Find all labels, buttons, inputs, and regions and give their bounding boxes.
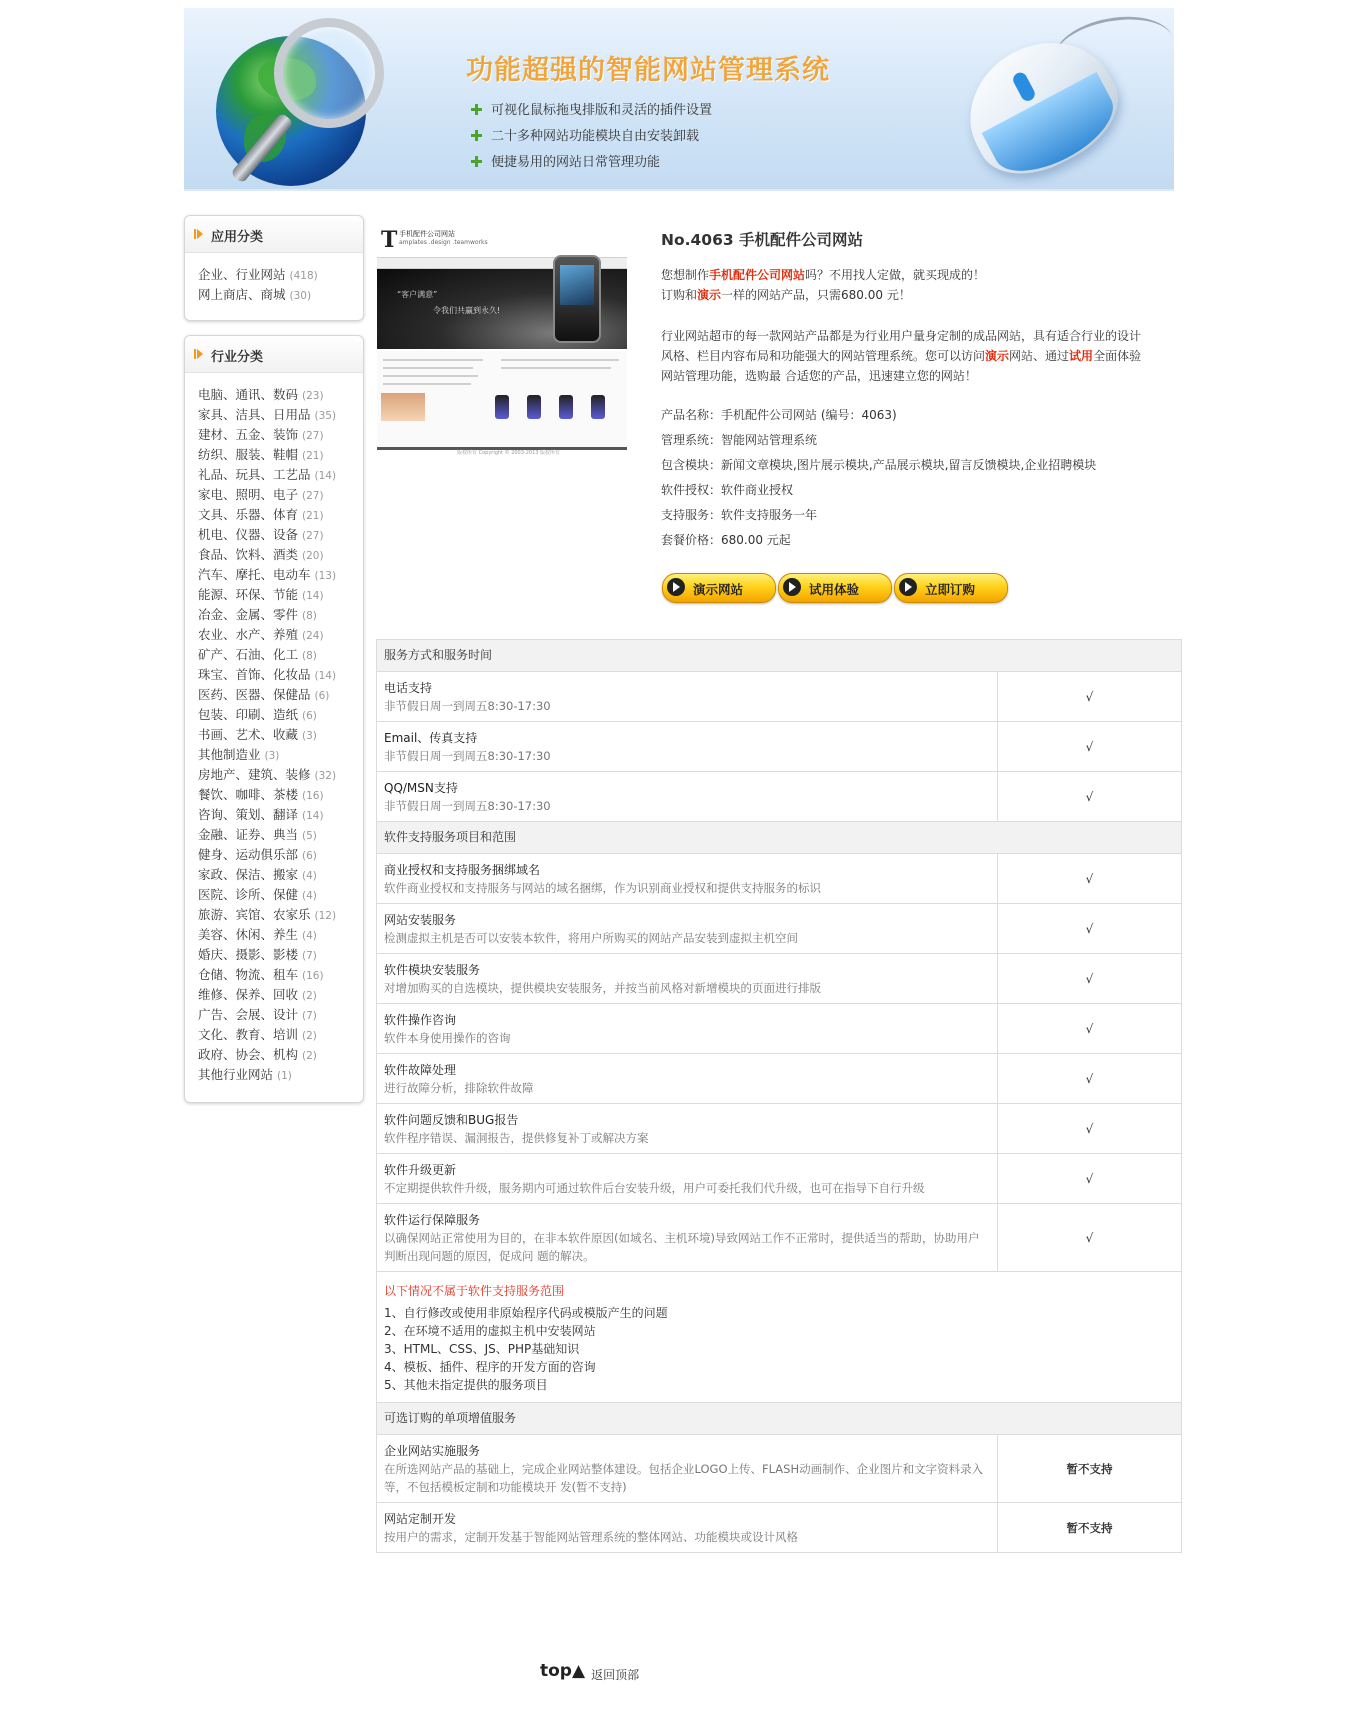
category-item[interactable] bbox=[198, 665, 363, 685]
thumb-hero bbox=[377, 269, 627, 349]
service-info bbox=[377, 1004, 998, 1053]
category-label[interactable]: 医药、医器、保健品 bbox=[198, 687, 311, 702]
category-item[interactable] bbox=[198, 1025, 363, 1045]
category-count: (8) bbox=[302, 650, 317, 662]
service-name: 软件运行保障服务 bbox=[384, 1213, 481, 1227]
category-count: (21) bbox=[302, 450, 324, 462]
info-support: 支持服务：软件支持服务一年 bbox=[661, 508, 818, 522]
service-row bbox=[377, 1204, 1181, 1272]
service-info bbox=[377, 904, 998, 953]
category-count: (32) bbox=[314, 770, 337, 782]
category-item[interactable] bbox=[198, 845, 363, 865]
category-item[interactable] bbox=[198, 885, 363, 905]
category-label[interactable]: 书画、艺术、收藏 bbox=[198, 727, 299, 742]
category-item[interactable] bbox=[198, 805, 363, 825]
category-count: (8) bbox=[302, 610, 317, 622]
service-description: 以确保网站正常使用为目的，在非本软件原因(如域名、主机环境)导致网站工作不正常时，提供适当的帮助，协助用户判断出现问题的原因，促成问 题的解决。 bbox=[384, 1231, 980, 1263]
service-status: √ bbox=[1085, 871, 1094, 886]
category-label[interactable]: 仓储、物流、租车 bbox=[198, 967, 299, 982]
service-row bbox=[377, 1104, 1181, 1154]
category-label[interactable]: 文化、教育、培训 bbox=[198, 1027, 299, 1042]
category-count: (27) bbox=[302, 490, 324, 502]
category-item[interactable] bbox=[198, 425, 363, 445]
service-name: QQ/MSN支持 bbox=[384, 781, 458, 795]
category-item[interactable] bbox=[198, 285, 363, 305]
category-label[interactable]: 网上商店、商城 bbox=[198, 287, 286, 302]
service-description: 软件程序错误、漏洞报告，提供修复补丁或解决方案 bbox=[384, 1131, 649, 1145]
service-status: √ bbox=[1085, 1071, 1094, 1086]
service-status: √ bbox=[1085, 1230, 1094, 1245]
category-label[interactable]: 礼品、玩具、工艺品 bbox=[198, 467, 311, 482]
service-name: 软件故障处理 bbox=[384, 1063, 457, 1077]
category-item[interactable] bbox=[198, 765, 363, 785]
category-count: (30) bbox=[289, 290, 312, 302]
banner-feature: 二十多种网站功能模块自由安装卸载 bbox=[471, 125, 699, 144]
category-item[interactable] bbox=[198, 685, 363, 705]
category-item[interactable] bbox=[198, 445, 363, 465]
category-item[interactable] bbox=[198, 725, 363, 745]
info-management-system: 管理系统：智能网站管理系统 bbox=[661, 433, 818, 447]
category-label[interactable]: 医院、诊所、保健 bbox=[198, 887, 299, 902]
category-label[interactable]: 健身、运动俱乐部 bbox=[198, 847, 299, 862]
category-item[interactable] bbox=[198, 585, 363, 605]
service-description: 非节假日周一到周五8:30-17:30 bbox=[384, 699, 551, 713]
arrow-icon bbox=[197, 349, 203, 359]
category-label[interactable]: 电脑、通讯、数码 bbox=[198, 387, 299, 402]
info-license: 软件授权：软件商业授权 bbox=[661, 483, 794, 497]
arrow-icon bbox=[197, 229, 203, 239]
service-status: √ bbox=[1085, 739, 1094, 754]
product-title: No.4063 手机配件公司网站 bbox=[661, 231, 864, 249]
thumb-photo bbox=[381, 393, 425, 421]
demo-site-button[interactable] bbox=[662, 573, 776, 603]
category-item[interactable] bbox=[198, 625, 363, 645]
phone-image bbox=[553, 255, 601, 343]
category-item[interactable] bbox=[198, 705, 363, 725]
back-to-top-text: 返回顶部 bbox=[591, 1668, 640, 1682]
demo-site-label: 演示网站 bbox=[693, 582, 744, 597]
section-header: 服务方式和服务时间 bbox=[377, 640, 1181, 672]
category-item[interactable] bbox=[198, 905, 363, 925]
category-label[interactable]: 政府、协会、机构 bbox=[198, 1047, 299, 1062]
trial-link[interactable]: 试用 bbox=[1069, 349, 1094, 363]
service-info bbox=[377, 1204, 998, 1271]
service-description: 检测虚拟主机是否可以安装本软件，将用户所购买的网站产品安装到虚拟主机空间 bbox=[384, 931, 798, 945]
order-now-button[interactable] bbox=[894, 573, 1008, 603]
category-count: (2) bbox=[302, 1050, 317, 1062]
category-item[interactable] bbox=[198, 465, 363, 485]
service-row bbox=[377, 722, 1181, 772]
category-item[interactable] bbox=[198, 985, 363, 1005]
category-item[interactable] bbox=[198, 485, 363, 505]
arrow-right-icon bbox=[899, 578, 917, 596]
category-count: (4) bbox=[302, 930, 317, 942]
category-item[interactable] bbox=[198, 1005, 363, 1025]
category-label[interactable]: 文具、乐器、体育 bbox=[198, 507, 299, 522]
category-label[interactable]: 汽车、摩托、电动车 bbox=[198, 567, 311, 582]
category-label[interactable]: 家政、保洁、搬家 bbox=[198, 867, 299, 882]
category-item[interactable] bbox=[198, 525, 363, 545]
exclusions-note bbox=[377, 1272, 1181, 1403]
service-info bbox=[377, 1154, 998, 1203]
top-label: top▲ bbox=[540, 1661, 586, 1681]
category-count: (35) bbox=[314, 410, 337, 422]
category-item[interactable] bbox=[198, 605, 363, 625]
info-product-name: 产品名称：手机配件公司网站 (编号：4063) bbox=[661, 408, 897, 422]
category-item[interactable] bbox=[198, 545, 363, 565]
info-price: 套餐价格：680.00 元起 bbox=[661, 533, 791, 547]
services-table bbox=[376, 639, 1182, 1553]
industry-category-header bbox=[185, 336, 363, 373]
category-item[interactable] bbox=[198, 785, 363, 805]
category-label[interactable]: 冶金、金属、零件 bbox=[198, 607, 299, 622]
category-item[interactable] bbox=[198, 385, 363, 405]
service-status: √ bbox=[1085, 1021, 1094, 1036]
category-item[interactable] bbox=[198, 945, 363, 965]
category-label[interactable]: 珠宝、首饰、化妆品 bbox=[198, 667, 311, 682]
service-row bbox=[377, 1435, 1181, 1503]
app-category-header bbox=[185, 216, 363, 253]
service-info bbox=[377, 1054, 998, 1103]
thumb-logo-title: 手机配件公司网站 bbox=[399, 230, 455, 238]
service-row bbox=[377, 772, 1181, 822]
service-info bbox=[377, 772, 998, 821]
banner-feature: 可视化鼠标拖曳排版和灵活的插件设置 bbox=[471, 99, 712, 118]
plus-icon bbox=[471, 156, 482, 167]
service-info bbox=[377, 854, 998, 903]
category-label[interactable]: 家电、照明、电子 bbox=[198, 487, 299, 502]
service-description: 对增加购买的自选模块，提供模块安装服务，并按当前风格对新增模块的页面进行排版 bbox=[384, 981, 821, 995]
banner-feature: 便捷易用的网站日常管理功能 bbox=[471, 151, 660, 170]
service-description: 按用户的需求，定制开发基于智能网站管理系统的整体网站、功能模块或设计风格 bbox=[384, 1530, 798, 1544]
info-modules: 包含模块：新闻文章模块,图片展示模块,产品展示模块,留言反馈模块,企业招聘模块 bbox=[661, 458, 1097, 472]
trial-label: 试用体验 bbox=[809, 582, 860, 597]
service-info bbox=[377, 722, 998, 771]
back-to-top-link[interactable] bbox=[540, 1661, 639, 1681]
exclusion-item: 3、HTML、CSS、JS、PHP基础知识 bbox=[384, 1342, 580, 1356]
category-label[interactable]: 建材、五金、装饰 bbox=[198, 427, 299, 442]
industry-category-box bbox=[184, 335, 364, 1103]
service-row bbox=[377, 672, 1181, 722]
category-item[interactable] bbox=[198, 825, 363, 845]
service-description: 进行故障分析，排除软件故障 bbox=[384, 1081, 534, 1095]
service-description: 软件本身使用操作的咨询 bbox=[384, 1031, 511, 1045]
category-count: (4) bbox=[302, 870, 317, 882]
exclusion-item: 4、模板、插件、程序的开发方面的咨询 bbox=[384, 1360, 596, 1374]
category-count: (14) bbox=[314, 670, 337, 682]
category-item[interactable] bbox=[198, 265, 363, 285]
arrow-right-icon bbox=[667, 578, 685, 596]
section-header: 软件支持服务项目和范围 bbox=[377, 822, 1181, 854]
category-count: (20) bbox=[302, 550, 324, 562]
category-item[interactable] bbox=[198, 925, 363, 945]
category-label[interactable]: 广告、会展、设计 bbox=[198, 1007, 299, 1022]
service-info bbox=[377, 954, 998, 1003]
category-count: (2) bbox=[302, 1030, 317, 1042]
banner-title: 功能超强的智能网站管理系统 bbox=[466, 55, 830, 86]
app-category-title: 应用分类 bbox=[211, 230, 264, 245]
service-status: √ bbox=[1085, 689, 1094, 704]
category-item[interactable] bbox=[198, 565, 363, 585]
category-item[interactable] bbox=[198, 405, 363, 425]
category-label[interactable]: 能源、环保、节能 bbox=[198, 587, 299, 602]
trial-button[interactable] bbox=[778, 573, 892, 603]
product-intro-2: 订购和演示一样的网站产品，只需680.00 元！ bbox=[661, 288, 911, 302]
service-row bbox=[377, 954, 1181, 1004]
service-status: 暂不支持 bbox=[1066, 1461, 1113, 1476]
category-label[interactable]: 包装、印刷、造纸 bbox=[198, 707, 299, 722]
category-label[interactable]: 其他制造业 bbox=[198, 747, 261, 762]
service-description: 软件商业授权和支持服务与网站的域名捆绑，作为识别商业授权和提供支持服务的标识 bbox=[384, 881, 821, 895]
thumb-logo-letter: T bbox=[381, 227, 398, 253]
service-name: 商业授权和支持服务捆绑域名 bbox=[384, 863, 541, 877]
category-label[interactable]: 纺织、服装、鞋帽 bbox=[198, 447, 299, 462]
category-label[interactable]: 餐饮、咖啡、茶楼 bbox=[198, 787, 299, 802]
service-description: 非节假日周一到周五8:30-17:30 bbox=[384, 799, 551, 813]
category-count: (14) bbox=[314, 470, 337, 482]
product-name-link[interactable]: 手机配件公司网站 bbox=[709, 268, 806, 282]
category-count: (21) bbox=[302, 510, 324, 522]
magnifier-icon bbox=[274, 18, 384, 128]
category-label[interactable]: 企业、行业网站 bbox=[198, 267, 286, 282]
app-category-box bbox=[184, 215, 364, 321]
demo-link[interactable]: 演示 bbox=[697, 288, 722, 302]
service-row bbox=[377, 1004, 1181, 1054]
category-item[interactable] bbox=[198, 505, 363, 525]
product-thumbnail[interactable] bbox=[377, 225, 627, 455]
industry-category-title: 行业分类 bbox=[211, 350, 264, 365]
demo-link[interactable]: 演示 bbox=[985, 349, 1010, 363]
order-now-label: 立即订购 bbox=[925, 582, 976, 597]
service-row bbox=[377, 1154, 1181, 1204]
category-count: (5) bbox=[302, 830, 317, 842]
service-name: 软件操作咨询 bbox=[384, 1013, 457, 1027]
thumb-body bbox=[377, 351, 627, 450]
category-item[interactable] bbox=[198, 1045, 363, 1065]
service-name: 网站定制开发 bbox=[384, 1512, 457, 1526]
service-status: √ bbox=[1085, 921, 1094, 936]
category-label[interactable]: 婚庆、摄影、影楼 bbox=[198, 947, 299, 962]
arrow-right-icon bbox=[783, 578, 801, 596]
thumb-quote: 令我们共赢到永久! bbox=[433, 306, 501, 315]
category-label[interactable]: 美容、休闲、养生 bbox=[198, 927, 299, 942]
category-count: (12) bbox=[314, 910, 337, 922]
category-count: (2) bbox=[302, 990, 317, 1002]
category-count: (7) bbox=[302, 1010, 317, 1022]
category-count: (4) bbox=[302, 890, 317, 902]
category-label[interactable]: 房地产、建筑、装修 bbox=[198, 767, 311, 782]
category-count: (27) bbox=[302, 430, 324, 442]
category-count: (14) bbox=[302, 590, 324, 602]
category-count: (23) bbox=[302, 390, 324, 402]
category-item[interactable] bbox=[198, 745, 363, 765]
category-count: (14) bbox=[302, 810, 324, 822]
service-name: 软件模块安装服务 bbox=[384, 963, 481, 977]
category-label[interactable]: 家具、洁具、日用品 bbox=[198, 407, 311, 422]
category-label[interactable]: 维修、保养、回收 bbox=[198, 987, 299, 1002]
category-item[interactable] bbox=[198, 1065, 363, 1085]
service-name: Email、传真支持 bbox=[384, 731, 478, 745]
service-row bbox=[377, 1054, 1181, 1104]
exclusion-item: 5、其他未指定提供的服务项目 bbox=[384, 1378, 548, 1392]
header-banner bbox=[184, 8, 1174, 191]
category-label[interactable]: 食品、饮料、酒类 bbox=[198, 547, 299, 562]
service-description: 在所选网站产品的基础上，完成企业网站整体建设。包括企业LOGO上传、FLASH动画制作、企业图片和文字资料录入等，不包括模板定制和功能模块开 发(暂不支持) bbox=[384, 1462, 984, 1494]
service-description: 不定期提供软件升级，服务期内可通过软件后台安装升级，用户可委托我们代升级，也可在指导下自行升级 bbox=[384, 1181, 925, 1195]
category-label[interactable]: 咨询、策划、翻译 bbox=[198, 807, 299, 822]
category-label[interactable]: 金融、证券、典当 bbox=[198, 827, 299, 842]
app-category-list bbox=[185, 253, 363, 313]
thumb-logo-sub: amplates .design .teamworks bbox=[399, 239, 488, 246]
exclusions-title: 以下情况不属于软件支持服务范围 bbox=[384, 1284, 565, 1298]
plus-icon bbox=[471, 130, 482, 141]
category-label[interactable]: 旅游、宾馆、农家乐 bbox=[198, 907, 311, 922]
category-count: (3) bbox=[302, 730, 317, 742]
category-count: (418) bbox=[289, 270, 318, 282]
product-description: 行业网站超市的每一款网站产品都是为行业用户量身定制的成品网站，具有适合行业的设计风格、栏目内容布局和功能强大的网站管理系统。您可以访问演示网站、通过试用全面体验网站管理功能，选购最 合适您的产品，迅速建立您的网站！ bbox=[661, 329, 1142, 383]
service-status: 暂不支持 bbox=[1066, 1520, 1113, 1535]
service-row bbox=[377, 904, 1181, 954]
thumb-footer: 版权所有 Copyright © 2003-2013 版权所有 bbox=[457, 450, 561, 456]
industry-category-list bbox=[185, 373, 363, 1093]
category-count: (13) bbox=[314, 570, 337, 582]
service-info bbox=[377, 1104, 998, 1153]
service-info bbox=[377, 1435, 998, 1502]
service-name: 软件升级更新 bbox=[384, 1163, 457, 1177]
category-count: (16) bbox=[302, 790, 324, 802]
product-intro-1: 您想制作手机配件公司网站吗？不用找人定做，就买现成的！ bbox=[661, 268, 986, 282]
category-count: (6) bbox=[314, 690, 330, 702]
category-count: (3) bbox=[264, 750, 280, 762]
category-label[interactable]: 其他行业网站 bbox=[198, 1067, 274, 1082]
service-name: 软件问题反馈和BUG报告 bbox=[384, 1113, 519, 1127]
service-row bbox=[377, 854, 1181, 904]
category-item[interactable] bbox=[198, 965, 363, 985]
thumb-quote: “客户满意” bbox=[397, 290, 438, 299]
category-label[interactable]: 矿产、石油、化工 bbox=[198, 647, 299, 662]
category-count: (27) bbox=[302, 530, 324, 542]
category-item[interactable] bbox=[198, 645, 363, 665]
service-name: 电话支持 bbox=[384, 681, 433, 695]
category-count: (7) bbox=[302, 950, 317, 962]
service-status: √ bbox=[1085, 971, 1094, 986]
plus-icon bbox=[471, 104, 482, 115]
category-count: (16) bbox=[302, 970, 324, 982]
section-header: 可选订购的单项增值服务 bbox=[377, 1403, 1181, 1435]
category-count: (1) bbox=[277, 1070, 292, 1082]
category-item[interactable] bbox=[198, 865, 363, 885]
category-count: (24) bbox=[302, 630, 324, 642]
category-label[interactable]: 机电、仪器、设备 bbox=[198, 527, 299, 542]
service-status: √ bbox=[1085, 1171, 1094, 1186]
exclusion-item: 1、自行修改或使用非原始程序代码或模版产生的问题 bbox=[384, 1306, 668, 1320]
category-count: (6) bbox=[302, 850, 317, 862]
service-description: 非节假日周一到周五8:30-17:30 bbox=[384, 749, 551, 763]
service-status: √ bbox=[1085, 789, 1094, 804]
service-row bbox=[377, 1503, 1181, 1553]
exclusion-item: 2、在环境不适用的虚拟主机中安装网站 bbox=[384, 1324, 596, 1338]
category-count: (6) bbox=[302, 710, 317, 722]
service-name: 企业网站实施服务 bbox=[384, 1444, 481, 1458]
service-status: √ bbox=[1085, 1121, 1094, 1136]
service-info bbox=[377, 1503, 998, 1552]
service-info bbox=[377, 672, 998, 721]
service-name: 网站安装服务 bbox=[384, 913, 457, 927]
category-label[interactable]: 农业、水产、养殖 bbox=[198, 627, 299, 642]
